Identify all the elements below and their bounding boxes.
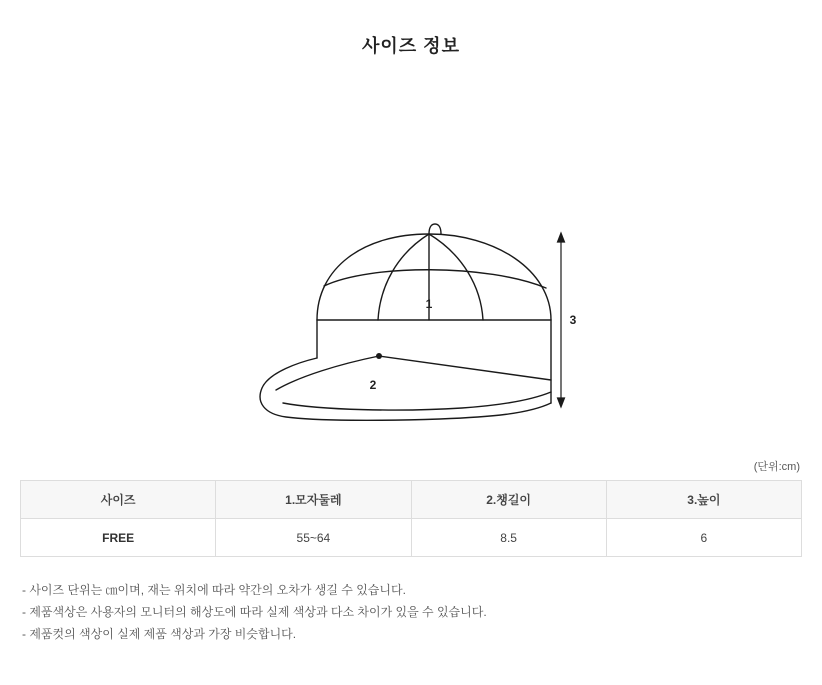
table-cell-height: 6 — [606, 519, 801, 557]
table-header-row — [21, 481, 802, 519]
diagram-label-brim: 2 — [369, 378, 377, 392]
unit-note: (단위:cm) — [753, 461, 800, 473]
table-header-cell: 사이즈 — [21, 481, 216, 519]
note-line: - 제품컷의 색상이 실제 제품 색상과 가장 비슷합니다. — [22, 627, 297, 642]
note-line: - 제품색상은 사용자의 모니터의 해상도에 따라 실제 색상과 다소 차이가 있을 수 있습니다. — [22, 605, 487, 620]
table-header-cell: 2.챙길이 — [411, 481, 606, 519]
note-line: - 사이즈 단위는 ㎝이며, 재는 위치에 따라 약간의 오차가 생길 수 있습니다. — [22, 583, 406, 597]
table-header-cell: 1.모자둘레 — [216, 481, 411, 519]
diagram-label-circumference: 1 — [425, 297, 433, 311]
table-cell-brim: 8.5 — [411, 519, 606, 557]
table-cell-size: FREE — [21, 519, 216, 557]
table-cell-circumference: 55~64 — [216, 519, 411, 557]
diagram-label-height: 3 — [569, 313, 577, 327]
table-header-cell: 3.높이 — [606, 481, 801, 519]
size-table — [20, 480, 802, 557]
table-row — [21, 519, 802, 557]
page-title: 사이즈 정보 — [362, 36, 460, 56]
cap-size-diagram — [0, 58, 822, 458]
notes-list — [22, 579, 822, 646]
